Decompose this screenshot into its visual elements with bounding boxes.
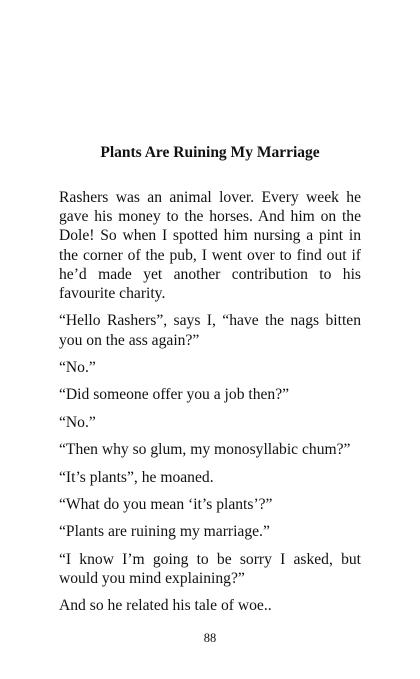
paragraph-dialogue: “What do you mean ‘it’s plants’?” <box>59 495 273 513</box>
paragraph-dialogue: “No.” <box>59 413 96 431</box>
paragraph-dialogue: “No.” <box>59 359 96 376</box>
paragraph-dialogue: “Did someone offer you a job then?” <box>59 386 290 404</box>
chapter-body <box>59 188 361 624</box>
paragraph-dialogue: “Then why so glum, my monosyllabic chum?” <box>59 441 351 459</box>
paragraph-dialogue: “Hello Rashers”, says I, “have the nags bitten you on the ass again?” <box>59 312 361 349</box>
chapter-title: Plants Are Ruining My Marriage <box>100 144 320 161</box>
paragraph-dialogue: “It’s plants”, he moaned. <box>59 468 214 486</box>
paragraph-intro: Rashers was an animal lover. Every week he gave his money to the horses. And him on the Dole! So when I spotted him nursing a pint in the corner of the pub, I went over to find out if he’d made yet another contribution to his favourite charity. <box>59 189 361 303</box>
page-number: 88 <box>203 631 217 645</box>
paragraph-dialogue: “I know I’m going to be sorry I asked, but would you mind explaining?” <box>59 550 361 587</box>
paragraph-closing: And so he related his tale of woe.. <box>59 597 272 615</box>
paragraph-dialogue: “Plants are ruining my marriage.” <box>59 523 270 541</box>
